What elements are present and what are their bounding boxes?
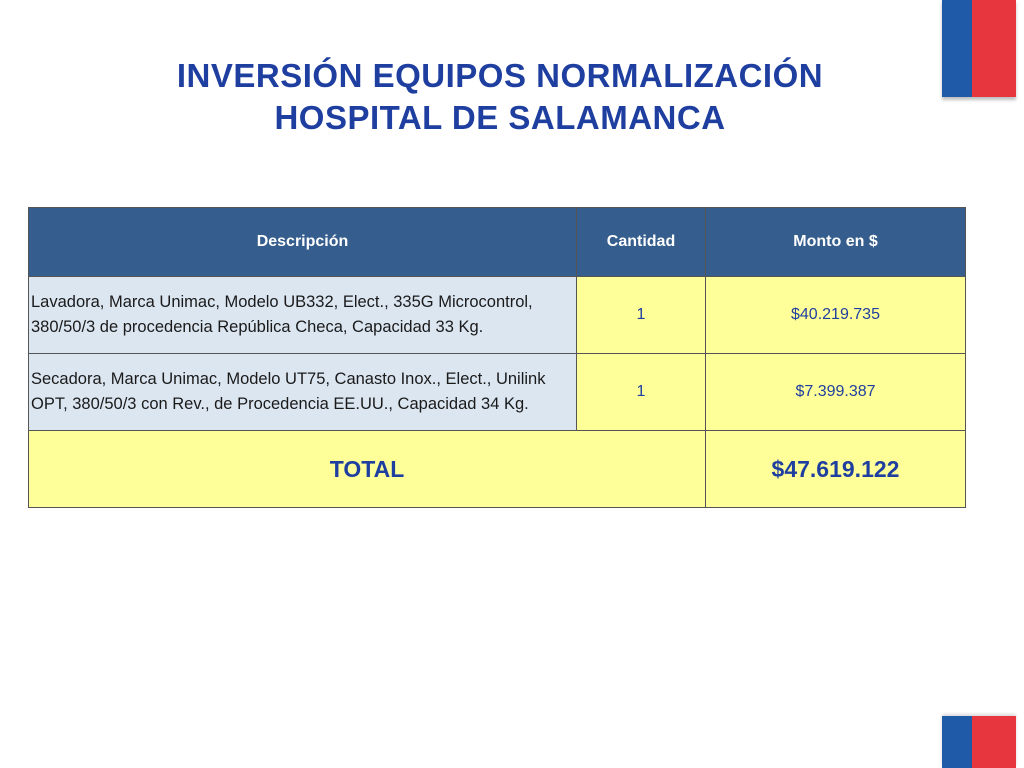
table-row (29, 277, 966, 354)
chile-flag-decoration-top (942, 0, 1016, 97)
row-1-monto: $40.219.735 (706, 277, 966, 354)
table-header-row (29, 208, 966, 277)
total-row (29, 431, 966, 508)
flag-blue-stripe (942, 0, 972, 97)
total-label: TOTAL (29, 431, 706, 508)
row-1-descripcion: Lavadora, Marca Unimac, Modelo UB332, Elect., 335G Microcontrol, 380/50/3 de procedencia República Checa, Capacidad 33 Kg. (29, 277, 577, 354)
title-line-2: HOSPITAL DE SALAMANCA (274, 99, 726, 136)
row-2-monto: $7.399.387 (706, 354, 966, 431)
page-title (80, 55, 920, 139)
investment-table (28, 207, 966, 508)
total-value: $47.619.122 (706, 431, 966, 508)
header-descripcion: Descripción (29, 208, 577, 277)
row-2-cantidad: 1 (577, 354, 706, 431)
chile-flag-decoration-bottom (942, 716, 1016, 768)
row-1-cantidad: 1 (577, 277, 706, 354)
table-row (29, 354, 966, 431)
flag-red-stripe (972, 0, 1016, 97)
row-2-descripcion: Secadora, Marca Unimac, Modelo UT75, Canasto Inox., Elect., Unilink OPT, 380/50/3 con Rev., de Procedencia EE.UU., Capacidad 34 Kg. (29, 354, 577, 431)
flag-red-stripe (972, 716, 1016, 768)
header-monto: Monto en $ (706, 208, 966, 277)
header-cantidad: Cantidad (577, 208, 706, 277)
flag-blue-stripe (942, 716, 972, 768)
title-line-1: INVERSIÓN EQUIPOS NORMALIZACIÓN (176, 57, 824, 94)
